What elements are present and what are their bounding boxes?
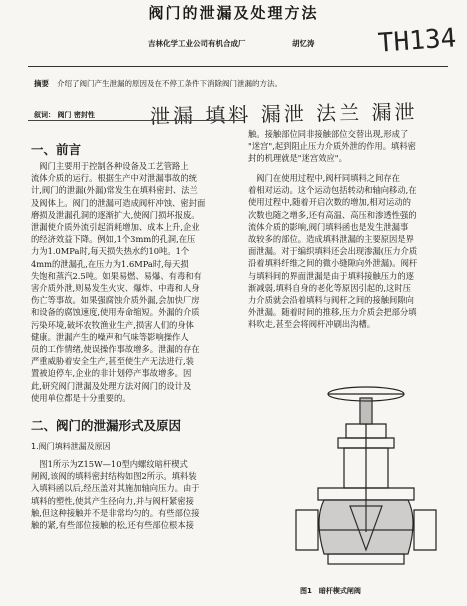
text-line: 流体介质的影响,阀门填料函也是发生泄漏事 [248, 221, 409, 232]
text-line: 使用过程中,随着开启次数的增加,相对运动的 [248, 197, 411, 208]
handwritten-annotation: 泄漏 填料 漏泄 法兰 漏泄 [149, 99, 418, 129]
text-line: 面泄漏。对于编织填料还会出现渗漏(压力介质 [248, 246, 418, 257]
text-line: 失饱和蒸汽2.5吨。如果易燃、易爆、有毒和有 [31, 270, 202, 281]
text-line: 着相对运动。这个运动包括转动和轴向移动,在 [248, 185, 417, 196]
text-line: 沿着填料纤维之间的微小缝隙向外泄漏)。阀杆 [248, 258, 418, 269]
text-line: 触。接触部位同非接触部位交替出现,形成了 [248, 129, 409, 139]
text-line: 入填料函以后,经压盖对其施加轴向压力。由于 [31, 483, 200, 494]
gate-valve-figure [288, 382, 443, 580]
section2-heading: 二、阀门的泄漏形式及原因 [31, 418, 182, 433]
text-line: 力介质就会沿着填料与阀杆之间的接触间隙向 [248, 295, 414, 306]
text-line: "迷宫",起到阻止压力介质外泄的作用。填料密 [248, 141, 416, 152]
section2-subheading: 1.阀门填料泄漏及原因 [31, 442, 111, 451]
abstract-label: 摘要 [34, 79, 49, 88]
text-line: 闸阀,该阀的填料密封结构如图2所示。填料装 [31, 471, 197, 482]
abstract [34, 78, 444, 89]
text-line: 使用单位都是十分重要的。 [31, 392, 131, 403]
text-line: 力为1.0MPa时,每天损失热水约10吨。1个 [31, 246, 190, 257]
text-line: 和设备的腐蚀速度,使用寿命缩短。外漏的介质 [31, 307, 200, 318]
text-line: 图1所示为Z15W—10型内螺纹暗杆楔式 [31, 459, 188, 469]
text-line: 封的机理就是"迷宫效应"。 [248, 153, 347, 164]
keywords-rule [28, 120, 244, 121]
keyword-2: 密封性 [73, 111, 95, 119]
text-line: 填料的塑性,使其产生径向力,并与阀杆紧密接 [31, 495, 194, 506]
text-line: 严重威胁着安全生产,甚至使生产无法进行,装 [31, 356, 194, 367]
text-line: 害介质外泄,则易发生火灾、爆炸、中毒和人身 [31, 283, 200, 294]
text-line: 泄漏使介质外流引起消耗增加、成本上升,企业 [31, 222, 200, 233]
abstract-text: 介绍了阀门产生泄漏的原因及在不停工条件下消除阀门泄漏的方法。 [57, 79, 282, 88]
text-line: 员的工作情绪,使误操作事故增多。泄漏的存在 [31, 344, 200, 355]
text-line: 流体介质的运行。根据生产中对泄漏事故的统 [31, 173, 197, 184]
author: 胡忆涛 [292, 39, 315, 48]
text-line: 伤亡等事故。如果强腐蚀介质外漏,会加快厂房 [31, 295, 200, 306]
text-line: 触,但这种接触并不是非常均匀的。有些部位接 [31, 507, 200, 518]
affiliation: 吉林化学工业公司有机合成厂 [148, 39, 246, 48]
handwritten-stamp: TH134 [377, 23, 458, 59]
text-line: 及阀体上。阀门的泄漏可造成阀杆冲蚀、密封面 [31, 197, 206, 208]
text-line: 磨损及泄漏孔洞的逐渐扩大,使阀门损坏报废。 [31, 209, 200, 220]
text-line: 故较多的部位。造成填料泄漏的主要原因是界 [248, 234, 414, 245]
text-line: 的经济效益下降。例如,1个3mm的孔洞,在压 [31, 234, 196, 245]
text-line: 触的紧,有些部位接触的松,还有些部位根本接 [31, 520, 194, 531]
text-line: 4mm的泄漏孔,在压力为1.6MPa时,每天损 [31, 258, 189, 269]
keywords-label: 叙词： [34, 111, 55, 119]
section1-heading: 一、前言 [31, 142, 82, 157]
keyword-1: 阀门 [57, 111, 72, 119]
keywords [34, 110, 95, 120]
header-rule [28, 66, 448, 67]
text-line: 置被迫停车,企业的非计划停产事故增多。因 [31, 368, 192, 379]
page-title: 阀门的泄漏及处理方法 [148, 4, 319, 22]
text-line: 此,研究阀门泄漏及处理方法对阀门的设计及 [31, 380, 192, 391]
section1-body [31, 160, 238, 404]
right-col-main [248, 172, 455, 331]
right-col-top [248, 128, 455, 165]
text-line: 健康。泄漏产生的噪声和气味等影响操作人 [31, 331, 189, 342]
figure-caption: 图1 暗杆楔式闸阀 [300, 587, 361, 595]
section2-body [31, 458, 238, 531]
text-line: 与填料间的界面泄漏是由于填料接触压力的逐 [248, 270, 414, 281]
text-line: 料吹走,甚至会将阀杆冲刷出沟槽。 [248, 319, 376, 330]
text-line: 污染环境,破坏农牧渔业生产,损害人们的身体 [31, 319, 194, 330]
text-line: 阀门主要用于控制各种设备及工艺管路上 [31, 161, 189, 171]
text-line: 阀门在使用过程中,阀杆同填料之间存在 [248, 173, 400, 183]
text-line: 外泄漏。随着时间的推移,压力介质会把部分填 [248, 307, 417, 318]
text-line: 计,阀门的泄漏(外漏)常发生在填料密封、法兰 [31, 185, 198, 196]
text-line: 渐减弱,填料自身的老化等原因引起的,这时压 [248, 282, 411, 293]
text-line: 次数也随之增多,还有高温、高压和渗透性强的 [248, 209, 417, 220]
